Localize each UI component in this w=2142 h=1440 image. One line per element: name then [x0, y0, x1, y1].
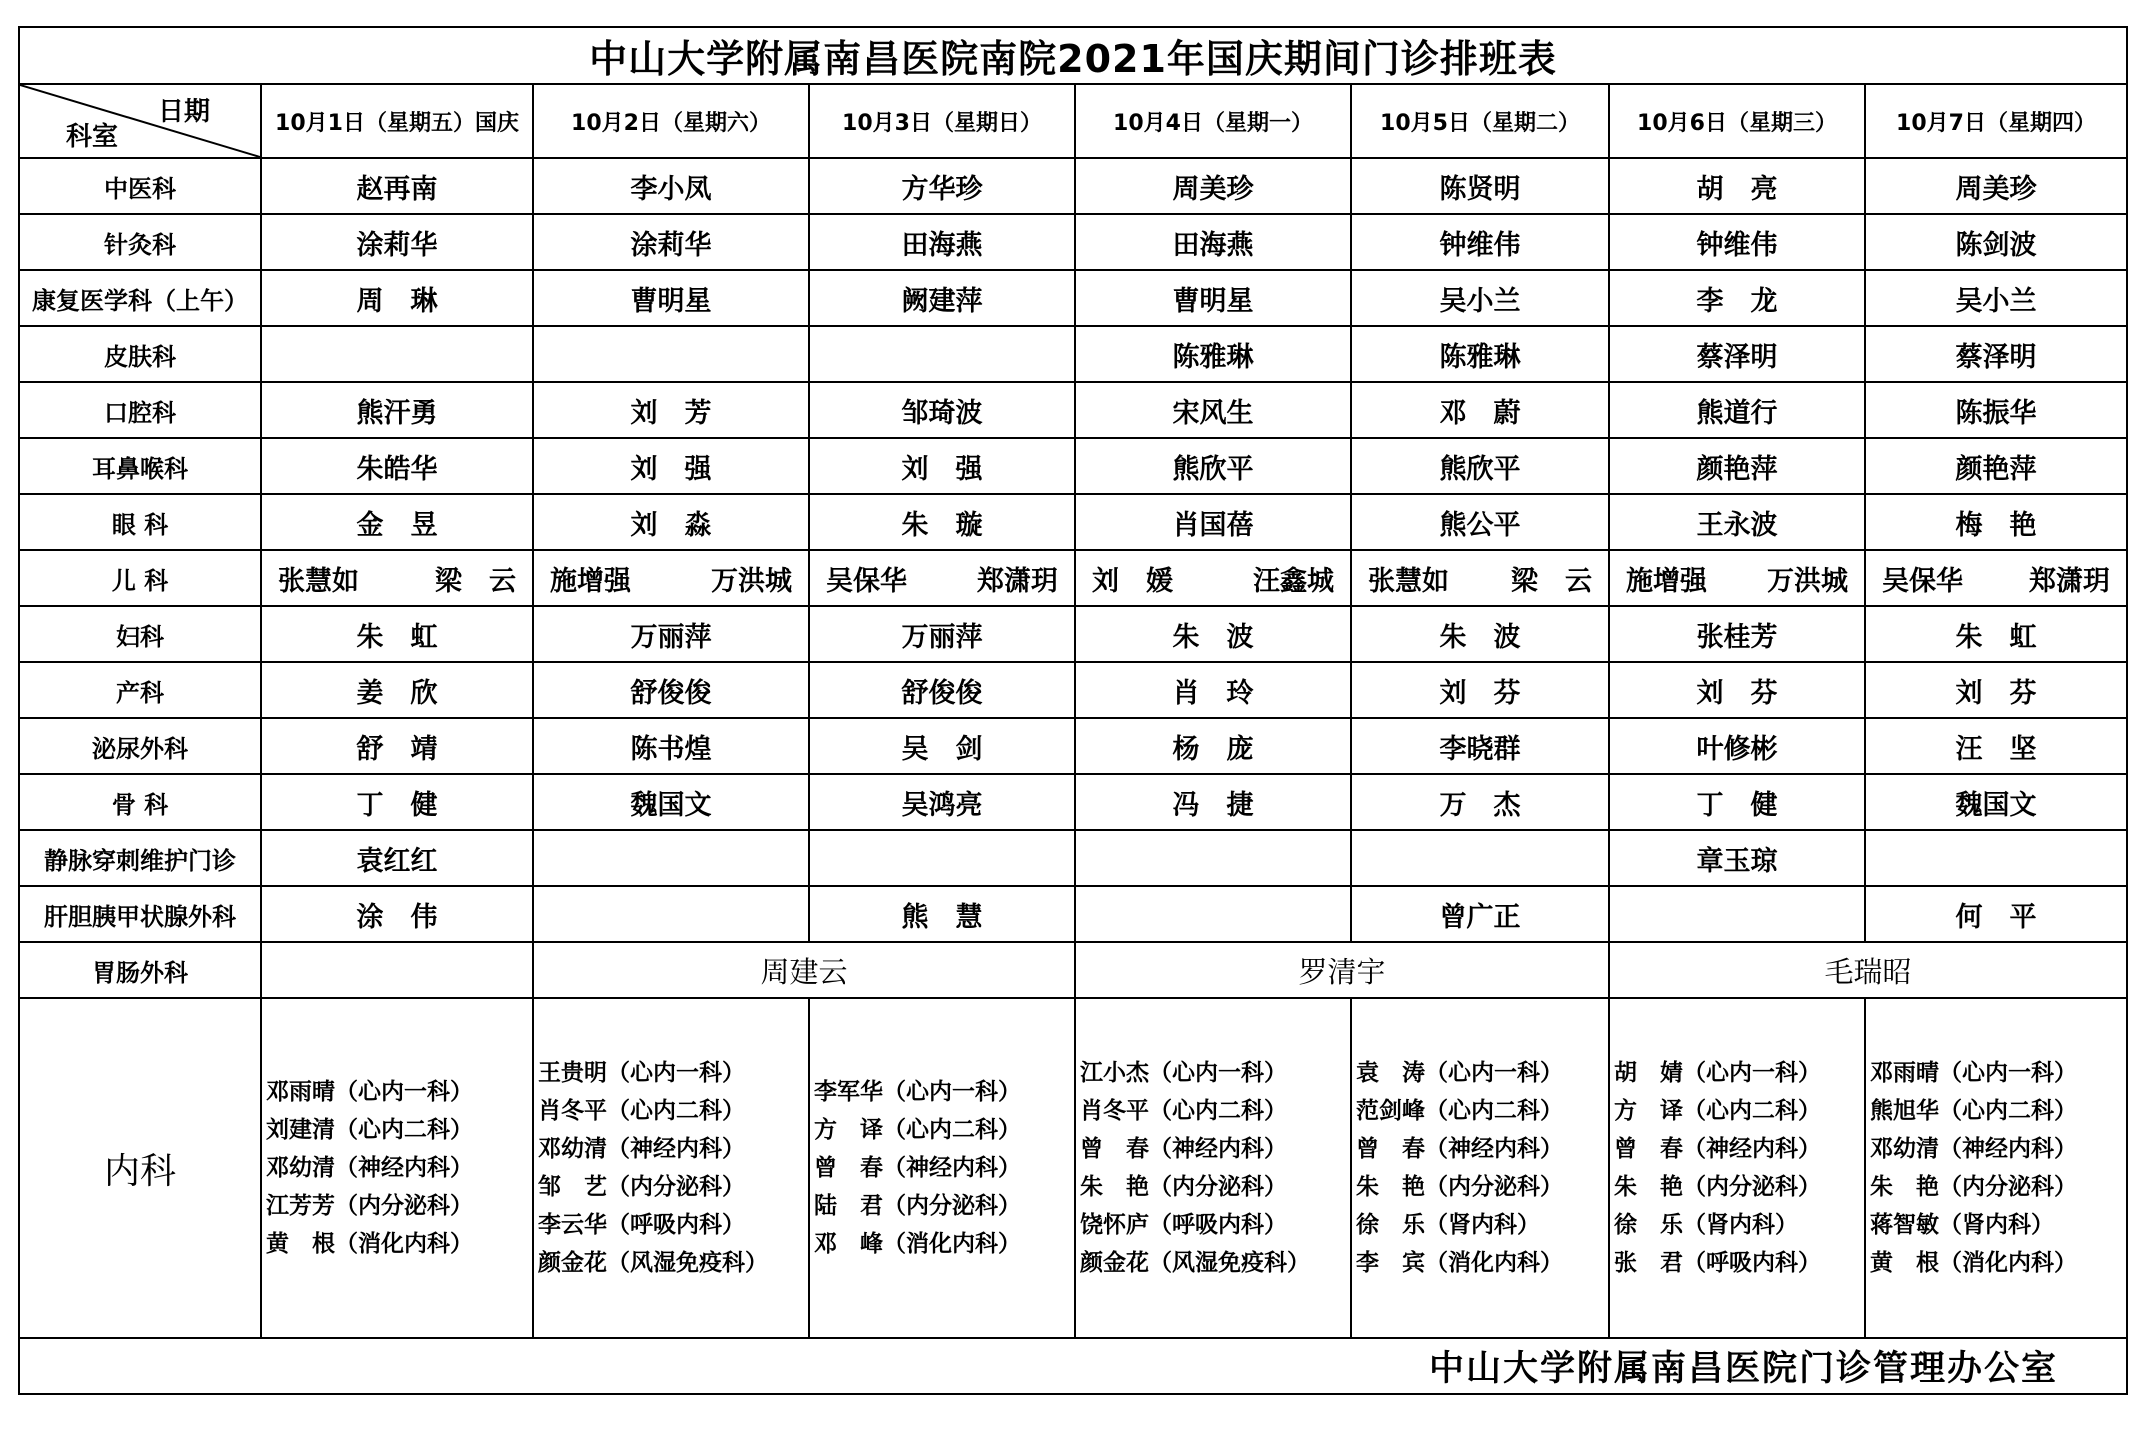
dept-name: 内科 — [19, 998, 261, 1338]
doctor-cell: 赵再南 — [261, 158, 533, 214]
doctor-cell: 颜艳萍 — [1865, 438, 2127, 494]
doctor-cell — [1075, 886, 1351, 942]
doctor-cell: 钟维伟 — [1351, 214, 1609, 270]
doctor-name: 万洪城 — [711, 565, 792, 597]
doctor-cell: 肖国蓓 — [1075, 494, 1351, 550]
doctor-cell: 李 龙 — [1609, 270, 1865, 326]
doctor-name: 郑潇玥 — [2029, 565, 2111, 597]
date-header: 10月1日（星期五）国庆 — [261, 84, 533, 158]
schedule-row — [19, 494, 2127, 550]
doctor-cell: 熊 慧 — [809, 886, 1075, 942]
doctor-entry: 颜金花（风湿免疫科） — [538, 1250, 768, 1276]
doctor-entry: 江小杰（心内一科） — [1080, 1060, 1287, 1086]
doctor-cell-pair — [1609, 550, 1865, 606]
doctor-cell-pair — [809, 550, 1075, 606]
doctor-cell: 陈书煌 — [533, 718, 809, 774]
doctor-entry: 饶怀庐（呼吸内科） — [1080, 1212, 1287, 1238]
doctor-entry: 朱 艳（内分泌科） — [1356, 1174, 1563, 1200]
doctor-cell: 胡 亮 — [1609, 158, 1865, 214]
doctor-entry: 邓雨晴（心内一科） — [1870, 1060, 2077, 1086]
internal-medicine-cell — [1351, 998, 1609, 1338]
internal-medicine-cell — [261, 998, 533, 1338]
doctor-cell: 刘 淼 — [533, 494, 809, 550]
doctor-cell: 朱 璇 — [809, 494, 1075, 550]
dept-name: 骨 科 — [19, 774, 261, 830]
schedule-row — [19, 830, 2127, 886]
doctor-cell: 姜 欣 — [261, 662, 533, 718]
page-title: 中山大学附属南昌医院南院2021年国庆期间门诊排班表 — [19, 27, 2127, 84]
schedule-row — [19, 326, 2127, 382]
doctor-cell: 李晓群 — [1351, 718, 1609, 774]
date-header: 10月5日（星期二） — [1351, 84, 1609, 158]
doctor-name: 刘 媛 — [1092, 565, 1173, 597]
doctor-entry: 李 宾（消化内科） — [1356, 1250, 1563, 1276]
doctor-cell: 陈贤明 — [1351, 158, 1609, 214]
dept-name: 泌尿外科 — [19, 718, 261, 774]
doctor-cell: 刘 强 — [809, 438, 1075, 494]
doctor-entry: 肖冬平（心内二科） — [538, 1098, 745, 1124]
doctor-entry: 刘建清（心内二科） — [266, 1117, 473, 1143]
doctor-entry: 李云华（呼吸内科） — [538, 1212, 745, 1238]
date-header: 10月6日（星期三） — [1609, 84, 1865, 158]
date-axis-label: 日期 — [157, 97, 210, 127]
diagonal-line — [20, 85, 260, 157]
doctor-cell: 钟维伟 — [1609, 214, 1865, 270]
doctor-entry: 蒋智敏（肾内科） — [1870, 1212, 2054, 1238]
doctor-cell: 陈振华 — [1865, 382, 2127, 438]
dept-name: 针灸科 — [19, 214, 261, 270]
dept-name: 眼 科 — [19, 494, 261, 550]
schedule-row — [19, 158, 2127, 214]
doctor-cell: 罗清宇 — [1075, 942, 1609, 998]
doctor-entry: 朱 艳（内分泌科） — [1080, 1174, 1287, 1200]
doctor-entry: 肖冬平（心内二科） — [1080, 1098, 1287, 1124]
schedule-row — [19, 438, 2127, 494]
doctor-entry: 李军华（心内一科） — [814, 1079, 1021, 1105]
doctor-cell: 刘 芬 — [1609, 662, 1865, 718]
doctor-cell: 梅 艳 — [1865, 494, 2127, 550]
doctor-cell: 朱 波 — [1075, 606, 1351, 662]
dept-name: 静脉穿刺维护门诊 — [19, 830, 261, 886]
doctor-entry: 朱 艳（内分泌科） — [1870, 1174, 2077, 1200]
doctor-name: 张慧如 — [1368, 565, 1449, 597]
doctor-name: 梁 云 — [435, 565, 516, 597]
doctor-cell: 汪 坚 — [1865, 718, 2127, 774]
dept-name: 妇科 — [19, 606, 261, 662]
dept-name: 康复医学科（上午） — [19, 270, 261, 326]
doctor-name: 梁 云 — [1511, 565, 1592, 597]
schedule-row — [19, 886, 2127, 942]
doctor-cell: 丁 健 — [261, 774, 533, 830]
doctor-cell — [1351, 830, 1609, 886]
doctor-cell: 邓 蔚 — [1351, 382, 1609, 438]
doctor-entry: 张 君（呼吸内科） — [1614, 1250, 1821, 1276]
doctor-cell: 魏国文 — [1865, 774, 2127, 830]
doctor-entry: 邹 艺（内分泌科） — [538, 1174, 745, 1200]
doctor-entry: 黄 根（消化内科） — [266, 1231, 473, 1257]
doctor-entry: 袁 涛（心内一科） — [1356, 1060, 1563, 1086]
doctor-cell: 朱 虹 — [261, 606, 533, 662]
doctor-entry: 方 译（心内二科） — [814, 1117, 1021, 1143]
doctor-entry: 方 译（心内二科） — [1614, 1098, 1821, 1124]
dept-name: 皮肤科 — [19, 326, 261, 382]
doctor-cell — [809, 326, 1075, 382]
doctor-cell: 刘 强 — [533, 438, 809, 494]
internal-medicine-cell — [1865, 998, 2127, 1338]
doctor-cell: 吴小兰 — [1865, 270, 2127, 326]
doctor-entry: 邓雨晴（心内一科） — [266, 1079, 473, 1105]
doctor-cell: 何 平 — [1865, 886, 2127, 942]
doctor-entry: 范剑峰（心内二科） — [1356, 1098, 1563, 1124]
internal-medicine-cell — [533, 998, 809, 1338]
doctor-cell: 田海燕 — [809, 214, 1075, 270]
doctor-entry: 黄 根（消化内科） — [1870, 1250, 2077, 1276]
schedule-row-pediatrics — [19, 550, 2127, 606]
doctor-cell: 颜艳萍 — [1609, 438, 1865, 494]
doctor-cell: 熊公平 — [1351, 494, 1609, 550]
doctor-cell: 熊道行 — [1609, 382, 1865, 438]
date-header: 10月2日（星期六） — [533, 84, 809, 158]
doctor-cell — [533, 886, 809, 942]
doctor-cell: 万 杰 — [1351, 774, 1609, 830]
doctor-cell: 熊欣平 — [1351, 438, 1609, 494]
doctor-entry: 曾 春（神经内科） — [1356, 1136, 1563, 1162]
doctor-cell: 朱 虹 — [1865, 606, 2127, 662]
dept-axis-label: 科室 — [66, 122, 119, 152]
doctor-cell: 周建云 — [533, 942, 1075, 998]
doctor-name: 张慧如 — [278, 565, 359, 597]
doctor-cell: 宋风生 — [1075, 382, 1351, 438]
doctor-cell: 邹琦波 — [809, 382, 1075, 438]
dept-name: 中医科 — [19, 158, 261, 214]
schedule-sheet — [18, 26, 2126, 1428]
doctor-name: 施增强 — [550, 565, 631, 597]
dept-name: 口腔科 — [19, 382, 261, 438]
doctor-cell: 吴小兰 — [1351, 270, 1609, 326]
schedule-row — [19, 270, 2127, 326]
doctor-entry: 王贵明（心内一科） — [538, 1060, 745, 1086]
doctor-cell: 涂莉华 — [533, 214, 809, 270]
schedule-row — [19, 662, 2127, 718]
doctor-cell-pair — [1075, 550, 1351, 606]
doctor-entry: 胡 婧（心内一科） — [1614, 1060, 1821, 1086]
doctor-cell — [1609, 886, 1865, 942]
internal-medicine-cell — [809, 998, 1075, 1338]
doctor-cell: 朱 波 — [1351, 606, 1609, 662]
schedule-row-internal-medicine — [19, 998, 2127, 1338]
date-header: 10月3日（星期日） — [809, 84, 1075, 158]
doctor-cell — [533, 830, 809, 886]
doctor-cell: 阙建萍 — [809, 270, 1075, 326]
doctor-cell: 李小凤 — [533, 158, 809, 214]
doctor-entry: 熊旭华（心内二科） — [1870, 1098, 2077, 1124]
doctor-cell — [1865, 830, 2127, 886]
doctor-cell: 方华珍 — [809, 158, 1075, 214]
doctor-cell: 丁 健 — [1609, 774, 1865, 830]
doctor-name: 施增强 — [1626, 565, 1707, 597]
doctor-cell: 肖 玲 — [1075, 662, 1351, 718]
doctor-cell: 魏国文 — [533, 774, 809, 830]
schedule-row — [19, 718, 2127, 774]
doctor-cell-pair — [1351, 550, 1609, 606]
doctor-entry: 邓幼清（神经内科） — [266, 1155, 473, 1181]
doctor-cell: 舒俊俊 — [809, 662, 1075, 718]
dept-name: 耳鼻喉科 — [19, 438, 261, 494]
doctor-cell: 陈雅琳 — [1351, 326, 1609, 382]
doctor-name: 万洪城 — [1767, 565, 1848, 597]
doctor-cell: 曾广正 — [1351, 886, 1609, 942]
doctor-name: 吴保华 — [826, 565, 907, 597]
dept-name: 胃肠外科 — [19, 942, 261, 998]
doctor-entry: 颜金花（风湿免疫科） — [1080, 1250, 1310, 1276]
internal-medicine-cell — [1609, 998, 1865, 1338]
doctor-cell — [1075, 830, 1351, 886]
schedule-row — [19, 774, 2127, 830]
doctor-cell-pair — [261, 550, 533, 606]
doctor-cell: 章玉琼 — [1609, 830, 1865, 886]
doctor-entry: 徐 乐（肾内科） — [1614, 1212, 1798, 1238]
doctor-cell — [261, 326, 533, 382]
doctor-cell: 舒 靖 — [261, 718, 533, 774]
dept-name: 产科 — [19, 662, 261, 718]
doctor-cell — [261, 942, 533, 998]
doctor-cell: 陈剑波 — [1865, 214, 2127, 270]
doctor-cell: 蔡泽明 — [1609, 326, 1865, 382]
footer-office: 中山大学附属南昌医院门诊管理办公室 — [19, 1338, 2127, 1394]
doctor-cell: 吴鸿亮 — [809, 774, 1075, 830]
doctor-cell: 田海燕 — [1075, 214, 1351, 270]
doctor-cell: 涂莉华 — [261, 214, 533, 270]
doctor-cell: 冯 捷 — [1075, 774, 1351, 830]
doctor-cell — [809, 830, 1075, 886]
doctor-cell: 曹明星 — [533, 270, 809, 326]
doctor-cell-pair — [1865, 550, 2127, 606]
doctor-cell: 金 昱 — [261, 494, 533, 550]
doctor-cell: 刘 芬 — [1865, 662, 2127, 718]
dept-name: 儿 科 — [19, 550, 261, 606]
doctor-cell-pair — [533, 550, 809, 606]
doctor-name: 吴保华 — [1882, 565, 1963, 597]
corner-header-cell — [19, 84, 261, 158]
doctor-cell: 吴 剑 — [809, 718, 1075, 774]
doctor-entry: 曾 春（神经内科） — [814, 1155, 1021, 1181]
doctor-cell: 熊欣平 — [1075, 438, 1351, 494]
doctor-cell: 陈雅琳 — [1075, 326, 1351, 382]
doctor-cell: 王永波 — [1609, 494, 1865, 550]
schedule-row — [19, 606, 2127, 662]
doctor-cell: 朱皓华 — [261, 438, 533, 494]
doctor-cell: 周美珍 — [1865, 158, 2127, 214]
doctor-entry: 邓 峰（消化内科） — [814, 1231, 1021, 1257]
doctor-cell: 熊汗勇 — [261, 382, 533, 438]
doctor-cell: 毛瑞昭 — [1609, 942, 2127, 998]
doctor-cell: 袁红红 — [261, 830, 533, 886]
internal-medicine-cell — [1075, 998, 1351, 1338]
doctor-entry: 曾 春（神经内科） — [1080, 1136, 1287, 1162]
doctor-cell: 周 琳 — [261, 270, 533, 326]
doctor-entry: 邓幼清（神经内科） — [538, 1136, 745, 1162]
doctor-cell: 张桂芳 — [1609, 606, 1865, 662]
date-header: 10月4日（星期一） — [1075, 84, 1351, 158]
doctor-cell: 周美珍 — [1075, 158, 1351, 214]
dept-name: 肝胆胰甲状腺外科 — [19, 886, 261, 942]
doctor-cell: 万丽萍 — [809, 606, 1075, 662]
doctor-entry: 曾 春（神经内科） — [1614, 1136, 1821, 1162]
doctor-entry: 江芳芳（内分泌科） — [266, 1193, 473, 1219]
doctor-cell: 叶修彬 — [1609, 718, 1865, 774]
doctor-cell: 曹明星 — [1075, 270, 1351, 326]
doctor-cell: 刘 芳 — [533, 382, 809, 438]
doctor-cell: 舒俊俊 — [533, 662, 809, 718]
doctor-name: 汪鑫城 — [1253, 565, 1334, 597]
schedule-row-gi-surgery — [19, 942, 2127, 998]
doctor-cell: 杨 庞 — [1075, 718, 1351, 774]
schedule-row — [19, 214, 2127, 270]
doctor-entry: 朱 艳（内分泌科） — [1614, 1174, 1821, 1200]
doctor-cell: 蔡泽明 — [1865, 326, 2127, 382]
doctor-cell: 涂 伟 — [261, 886, 533, 942]
date-header: 10月7日（星期四） — [1865, 84, 2127, 158]
doctor-name: 郑潇玥 — [977, 565, 1058, 597]
schedule-table — [18, 26, 2128, 1395]
doctor-entry: 徐 乐（肾内科） — [1356, 1212, 1540, 1238]
doctor-cell — [533, 326, 809, 382]
doctor-entry: 陆 君（内分泌科） — [814, 1193, 1021, 1219]
schedule-row — [19, 382, 2127, 438]
doctor-cell: 万丽萍 — [533, 606, 809, 662]
doctor-cell: 刘 芬 — [1351, 662, 1609, 718]
doctor-entry: 邓幼清（神经内科） — [1870, 1136, 2077, 1162]
